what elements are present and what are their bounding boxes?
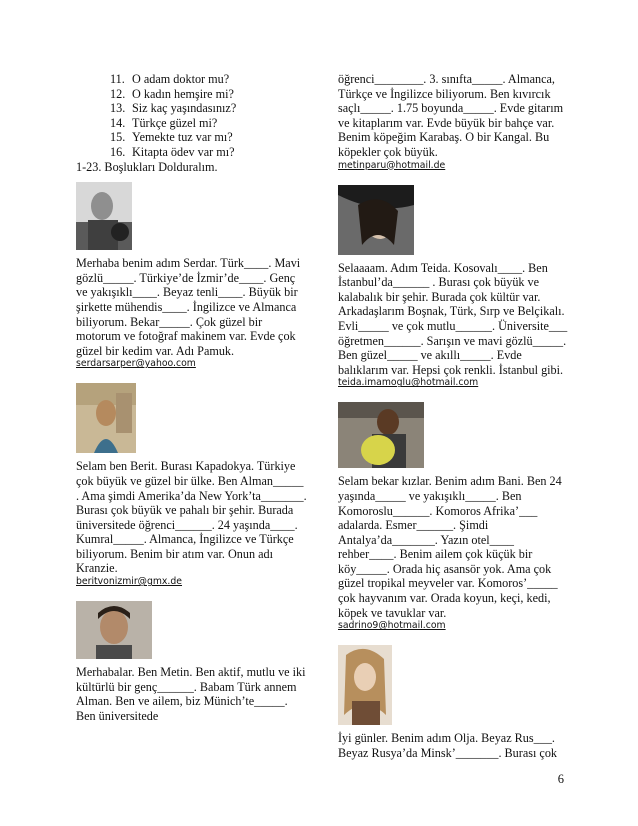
teida-photo — [338, 185, 414, 255]
metin-email-link[interactable]: metinparu@hotmail.de — [338, 159, 446, 171]
question-item: 14. Türkçe güzel mi? — [110, 115, 218, 130]
serdar-email-link[interactable]: serdarsarper@yahoo.com — [76, 358, 196, 370]
teida-text: Selaaaam. Adım Teida. Kosovalı____. Ben İstanbul’da______ . Burası çok büyük ve kalabalık bir şehir. Burada çok kültür var. Arkadaşlarım Boşnak, Türk, Sırp ve Belçikalı. Evli_____ ve çok mutlu______. Üniversite___ öğretmen______. Sarışın ve mavi gözlü_____. Ben güzel_____ ve akıllı_____. Evde balıklarım var. Hepsi çok renkli. İstanbul gibi. — [338, 260, 568, 377]
left-column — [76, 72, 308, 723]
question-item: 11. O adam doktor mu? — [110, 72, 230, 86]
metin-continued-text: öğrenci________. 3. sınıfta_____. Almanca, Türkçe ve İngilizce biliyorum. Ben kıvırcık saçlı_____. 1.75 boyunda_____. Evde gitarım ve kitaplarım var. Evde büyük bir bahçe var. Benim köpeğim Karabaş. O bir Kangal. Bu köpekler çok büyük. — [338, 72, 564, 159]
bani-photo — [338, 402, 424, 468]
teida-email-link[interactable]: teida.imamoglu@hotmail.com — [338, 377, 479, 389]
metin-text: Merhabalar. Ben Metin. Ben aktif, mutlu ve iki kültürlü bir genç______. Babam Türk annem Alman. Ben ve ailem, biz Münich’te_____. Ben üniversitede — [76, 665, 306, 723]
olja-photo — [338, 645, 392, 725]
serdar-text: Merhaba benim adım Serdar. Türk____. Mavi gözlü_____. Türkiye’de İzmir’de____. Genç ve yakışıklı____. Beyaz tenli____. Büyük bir şirkette mühendis____. İngilizce ve Almanca biliyorum. Bekar_____. Çok güzel bir motorum ve fotoğraf makinem var. Evde çok güzel bir kedim var. Adı Pamuk. — [76, 256, 301, 358]
section-heading: 1-23. Boşlukları Dolduralım. — [76, 159, 218, 174]
question-list — [76, 72, 308, 160]
berit-text: Selam ben Berit. Burası Kapadokya. Türkiye çok büyük ve güzel bir ülke. Ben Alman_____ . Ama şimdi Amerika’da New York’ta_______. Burası çok büyük ve pahalı bir şehir. Burada üniversitede öğrenci______. 24 yaşında____. Kumral_____. Almanca, İngilizce ve Türkçe biliyorum. Benim bir atım var. Onun adı Kranzie. — [76, 459, 307, 576]
berit-email-link[interactable]: beritvonizmir@gmx.de — [76, 576, 183, 588]
right-column — [338, 72, 570, 760]
page-number: 6 — [557, 772, 564, 786]
metin-photo — [76, 601, 152, 659]
question-item: 16. Kitapta ödev var mı? — [110, 144, 235, 159]
question-item: 12. O kadın hemşire mi? — [110, 86, 234, 101]
bani-text: Selam bekar kızlar. Benim adım Bani. Ben 24 yaşında_____ ve yakışıklı_____. Ben Komoroslu______. Komoros Afrika’___ adalarda. Esmer______. Şimdi Antalya’da_______. Yazın otel____ rehber____. Benim ailem çok küçük bir köy_____. Orada hiç asansör yok. Ama çok güzel tropikal meyveler var. Komoros’_____ çok hayvanım var. Orada koyun, keçi, kedi, köpek ve tavuklar var. — [338, 474, 562, 620]
bani-email-link[interactable]: sadrino9@hotmail.com — [338, 620, 446, 632]
question-item: 15. Yemekte tuz var mı? — [110, 130, 233, 145]
serdar-photo — [76, 182, 132, 250]
olja-text: İyi günler. Benim adım Olja. Beyaz Rus___. Beyaz Rusya’da Minsk’_______. Burası çok — [338, 731, 558, 760]
question-item: 13. Siz kaç yaşındasınız? — [110, 101, 237, 116]
berit-photo — [76, 383, 136, 453]
